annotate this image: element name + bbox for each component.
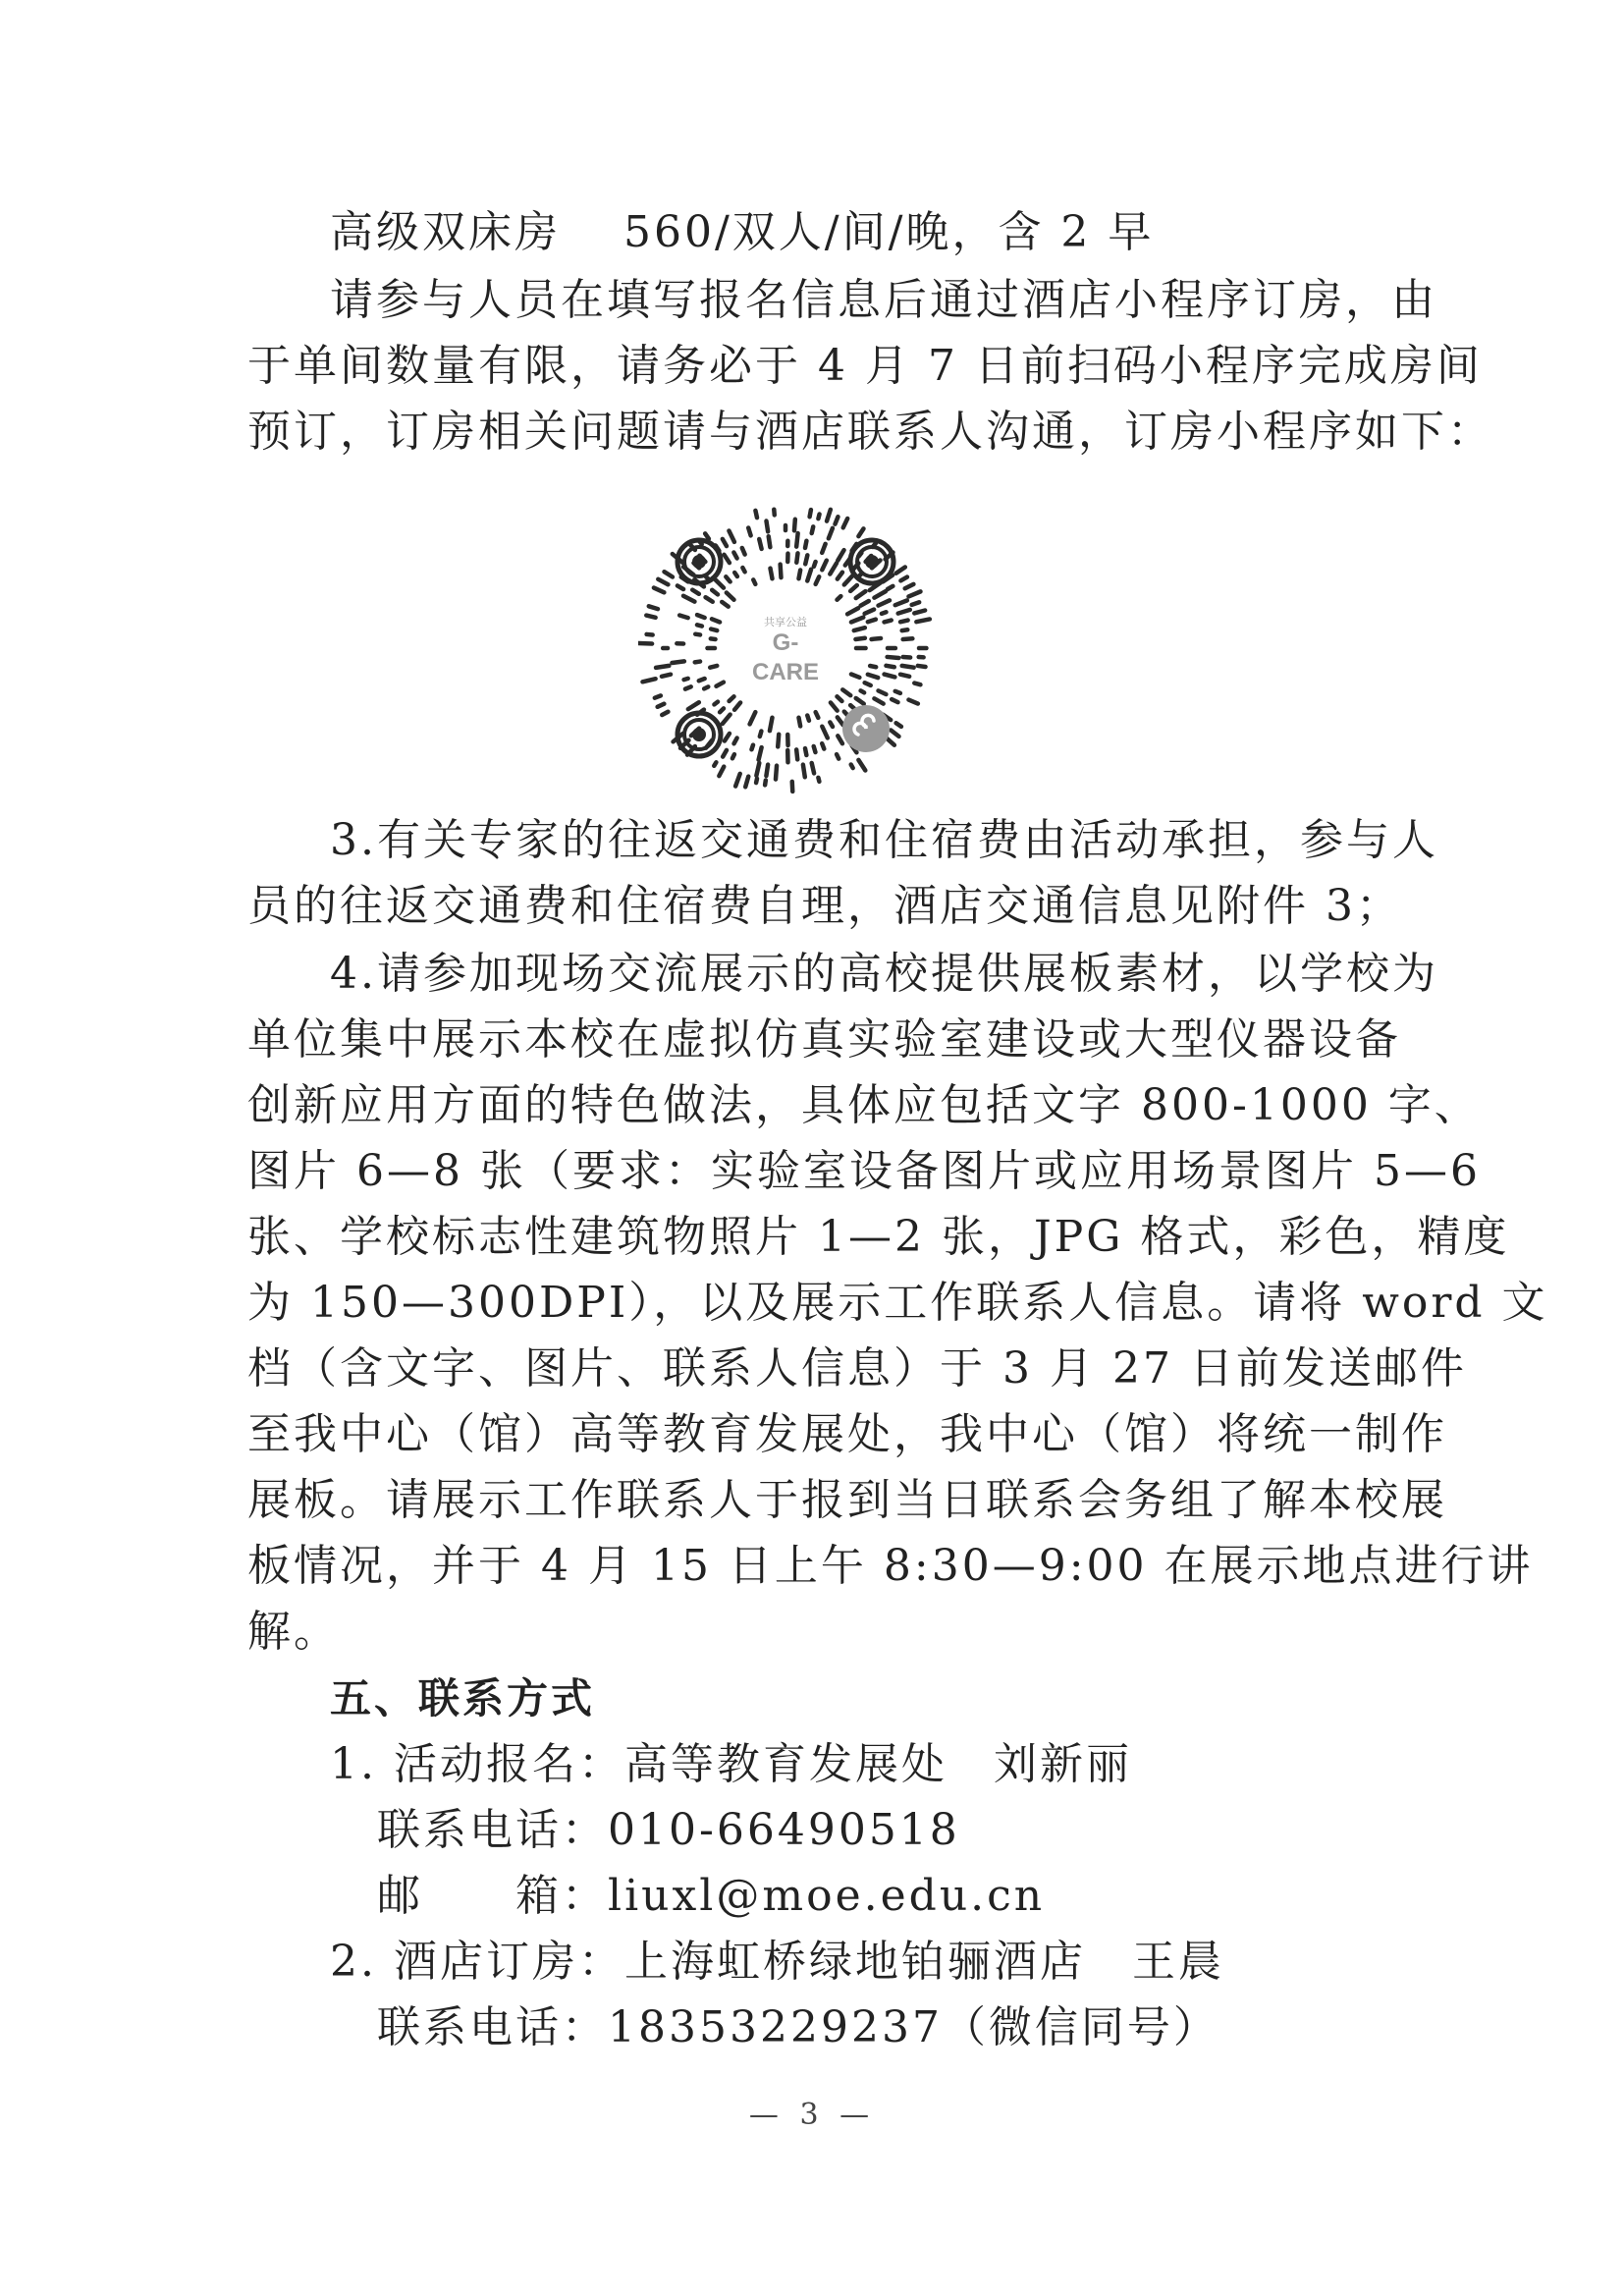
gcare-logo [741,617,830,685]
code-stroke [714,702,718,705]
code-stroke [794,519,795,531]
booking-paragraph-line: 预订，订房相关问题请与酒店联系人沟通，订房小程序如下： [247,407,1493,457]
item4-line: 板情况，并于 4 月 15 日上午 8:30—9:00 在展示地点进行讲 [247,1541,1534,1591]
page-number: — 3 — [748,2098,876,2132]
code-stroke [895,600,907,605]
code-stroke [722,602,728,607]
code-stroke [796,749,797,759]
code-stroke [822,743,824,748]
code-stroke [796,553,797,562]
code-stroke [814,746,816,752]
phone-label: 联系电话： [377,2002,608,2052]
code-stroke [830,722,833,727]
code-stroke [855,638,864,639]
code-stroke [719,767,724,776]
code-stroke [766,521,768,532]
code-stroke [803,765,805,778]
code-stroke [706,597,713,602]
code-stroke [805,555,807,564]
code-stroke [898,610,910,614]
code-stroke [781,565,782,578]
item4-line: 档（含文字、图片、联系人信息）于 3 月 27 日前发送邮件 [247,1343,1467,1394]
code-stroke [851,618,863,623]
code-stroke [888,657,899,658]
code-stroke [729,530,733,541]
code-stroke [822,544,825,553]
code-stroke [733,553,736,559]
code-stroke [727,593,734,600]
code-stroke [870,666,876,667]
gcare-logo-text: G-CARE [751,629,819,685]
code-stroke [831,702,838,710]
code-stroke [716,580,724,588]
code-stroke [814,562,816,567]
code-stroke [918,666,926,667]
code-stroke [816,576,820,584]
contact-registration-value: 高等教育发展处 刘新丽 [623,1739,1132,1789]
code-stroke [895,691,900,693]
code-stroke [656,666,669,668]
code-stroke [704,686,708,688]
code-stroke [891,731,898,737]
mini-program-code[interactable] [638,501,933,795]
item4-line: 图片 6—8 张（要求：实验室设备图片或应用场景图片 5—6 [247,1146,1481,1196]
phone-label: 联系电话： [377,1805,608,1855]
code-stroke [760,731,762,736]
code-stroke [798,718,800,727]
code-stroke [665,572,673,576]
code-stroke [677,585,683,589]
code-stroke [851,675,859,678]
contact-registration-email [377,1867,1045,1926]
item4-line: 张、学校标志性建筑物照片 1—2 张，JPG 格式，彩色，精度 [247,1212,1510,1262]
code-stroke [679,615,688,618]
item3-line: 员的往返交通费和住宿费自理，酒店交通信息见附件 3； [247,881,1402,931]
code-stroke [868,620,876,623]
code-stroke [810,510,811,517]
code-stroke [902,666,914,668]
item4-line: 至我中心（馆）高等教育发展处，我中心（馆）将统一制作 [247,1409,1447,1459]
item4-line: 4.请参加现场交流展示的高校提供展板素材，以学校为 [330,949,1438,999]
code-stroke [654,588,664,593]
code-stroke [769,536,771,547]
code-stroke [807,715,809,720]
phone-number: 18353229237（微信同号） [608,2002,1219,2052]
code-stroke [865,610,874,614]
code-stroke [816,712,819,718]
code-stroke [688,702,699,709]
code-stroke [712,590,718,595]
code-stroke [812,526,814,533]
code-stroke [830,563,837,574]
finder-eye-center [692,555,706,569]
code-stroke [750,712,756,724]
code-stroke [879,600,890,605]
code-stroke [822,561,827,571]
code-stroke [844,575,853,584]
code-stroke [710,666,717,668]
code-stroke [770,569,772,579]
code-stroke [847,608,858,614]
code-stroke [730,696,734,701]
code-stroke [732,754,734,758]
contact-hotel [330,1933,1224,1992]
code-stroke [742,548,745,555]
code-stroke [753,579,755,583]
code-stroke [835,517,838,523]
gcare-logo-small-text: 共享公益 [764,617,807,629]
code-stroke [838,550,843,561]
code-stroke [856,591,866,598]
code-stroke [837,596,840,600]
code-stroke [711,638,716,639]
code-stroke [838,717,843,725]
code-stroke [734,702,740,709]
code-stroke [879,690,887,694]
code-stroke [896,723,901,727]
item4-line: 创新应用方面的特色做法，具体应包括文字 800-1000 字、 [247,1080,1481,1130]
code-stroke [818,515,819,519]
item4-line: 解。 [247,1607,340,1657]
code-stroke [903,657,910,658]
code-stroke [683,596,694,602]
code-stroke [900,577,907,581]
code-stroke [850,585,857,591]
code-stroke [672,661,683,663]
code-stroke [778,735,779,747]
code-stroke [796,533,797,547]
code-stroke [646,616,655,618]
code-stroke [914,683,920,685]
code-stroke [818,778,819,782]
code-stroke [748,528,750,536]
code-stroke [892,699,897,702]
code-stroke [888,586,893,589]
code-stroke [697,625,702,626]
code-stroke [861,601,869,606]
code-stroke [900,675,909,677]
code-stroke [861,690,865,692]
contact-registration-phone [377,1801,960,1860]
code-stroke [705,533,709,538]
code-stroke [842,689,850,695]
code-stroke [843,519,847,527]
code-stroke [658,704,665,707]
code-stroke [655,695,661,697]
code-stroke [759,747,762,760]
booking-paragraph-line: 于单间数量有限，请务必于 4 月 7 日前扫码小程序完成房间 [247,341,1483,391]
code-stroke [903,638,913,639]
code-stroke [912,602,920,605]
phone-number: 010-66490518 [608,1805,960,1855]
code-stroke [714,762,716,766]
code-stroke [734,573,737,576]
code-stroke [837,696,841,701]
code-stroke [882,612,887,614]
email-label: 邮 箱： [377,1871,608,1921]
code-stroke [858,760,865,771]
code-stroke [874,698,883,703]
code-stroke [723,750,727,757]
code-stroke [792,782,793,792]
code-stroke [751,745,753,750]
code-stroke [908,700,917,704]
section-heading-contact: 五、联系方式 [330,1674,596,1722]
code-stroke [742,568,744,572]
code-stroke [885,621,892,623]
code-stroke [896,568,905,574]
code-stroke [726,576,730,581]
contact-registration [330,1735,1132,1794]
code-stroke [759,539,761,549]
code-stroke [914,610,925,613]
item3-line: 3.有关专家的往返交通费和住宿费由活动承担，参与人 [330,815,1438,865]
code-stroke [807,570,811,581]
code-stroke [725,734,730,741]
code-stroke [872,638,881,639]
room-rate-line: 高级双床房 560/双人/间/晚，含 2 早 [330,207,1155,257]
code-stroke [662,675,671,677]
code-stroke [838,736,842,743]
code-stroke [900,621,908,623]
code-stroke [695,634,700,635]
code-stroke [822,727,827,738]
code-stroke [854,628,865,630]
code-stroke [723,539,727,546]
code-stroke [812,763,814,773]
code-stroke [735,774,740,787]
code-stroke [692,590,699,594]
contact-hotel-value: 上海虹桥绿地铂骊酒店 王晨 [623,1937,1224,1987]
code-stroke [776,766,777,780]
code-stroke [829,528,833,538]
code-stroke [647,634,653,635]
code-stroke [723,715,731,724]
code-stroke [662,712,668,715]
item4-line: 展板。请展示工作联系人于报到当日联系会务组了解本校展 [247,1475,1447,1525]
code-stroke [699,679,705,681]
code-stroke [712,619,720,622]
code-stroke [851,765,853,769]
code-stroke [850,705,854,708]
code-stroke [685,686,691,688]
code-stroke [905,584,914,588]
code-stroke [916,619,930,622]
code-stroke [908,591,920,596]
contact-hotel-label: 2. 酒店订房： [330,1937,624,1987]
code-stroke [858,528,863,536]
code-stroke [766,765,768,776]
contact-hotel-phone [377,1998,1219,2057]
code-stroke [805,748,806,755]
code-stroke [856,698,864,704]
code-stroke [720,708,724,712]
code-stroke [765,780,766,785]
code-stroke [642,679,655,682]
code-stroke [745,777,748,788]
code-stroke [805,541,806,548]
code-stroke [902,629,908,630]
contact-registration-label: 1. 活动报名： [330,1739,624,1789]
code-stroke [838,573,842,579]
code-stroke [649,606,658,609]
code-stroke [711,629,717,631]
code-stroke [770,718,773,731]
code-stroke [827,510,831,521]
code-stroke [697,615,705,618]
code-stroke [756,779,757,783]
code-stroke [885,675,895,678]
code-stroke [734,738,737,744]
finder-eye-center [865,555,879,569]
code-stroke [658,579,668,584]
code-stroke [868,675,878,678]
code-stroke [756,763,759,776]
finder-eye-center [692,728,706,741]
code-stroke [724,555,729,563]
code-stroke [837,754,839,758]
booking-paragraph-line: 请参与人员在填写报名信息后通过酒店小程序订房，由 [330,275,1437,325]
code-stroke [695,662,700,663]
item4-line: 为 150—300DPI），以及展示工作联系人信息。请将 word 文 [247,1278,1548,1328]
code-stroke [755,511,757,518]
code-stroke [874,591,886,598]
code-stroke [798,570,800,578]
email-address[interactable]: liuxl@moe.edu.cn [608,1871,1046,1921]
code-stroke [716,683,723,686]
item4-line: 单位集中展示本校在虚拟仿真实验室建设或大型仪器设备 [247,1014,1401,1065]
code-stroke [865,683,871,685]
code-stroke [684,679,688,680]
code-stroke [886,666,893,667]
